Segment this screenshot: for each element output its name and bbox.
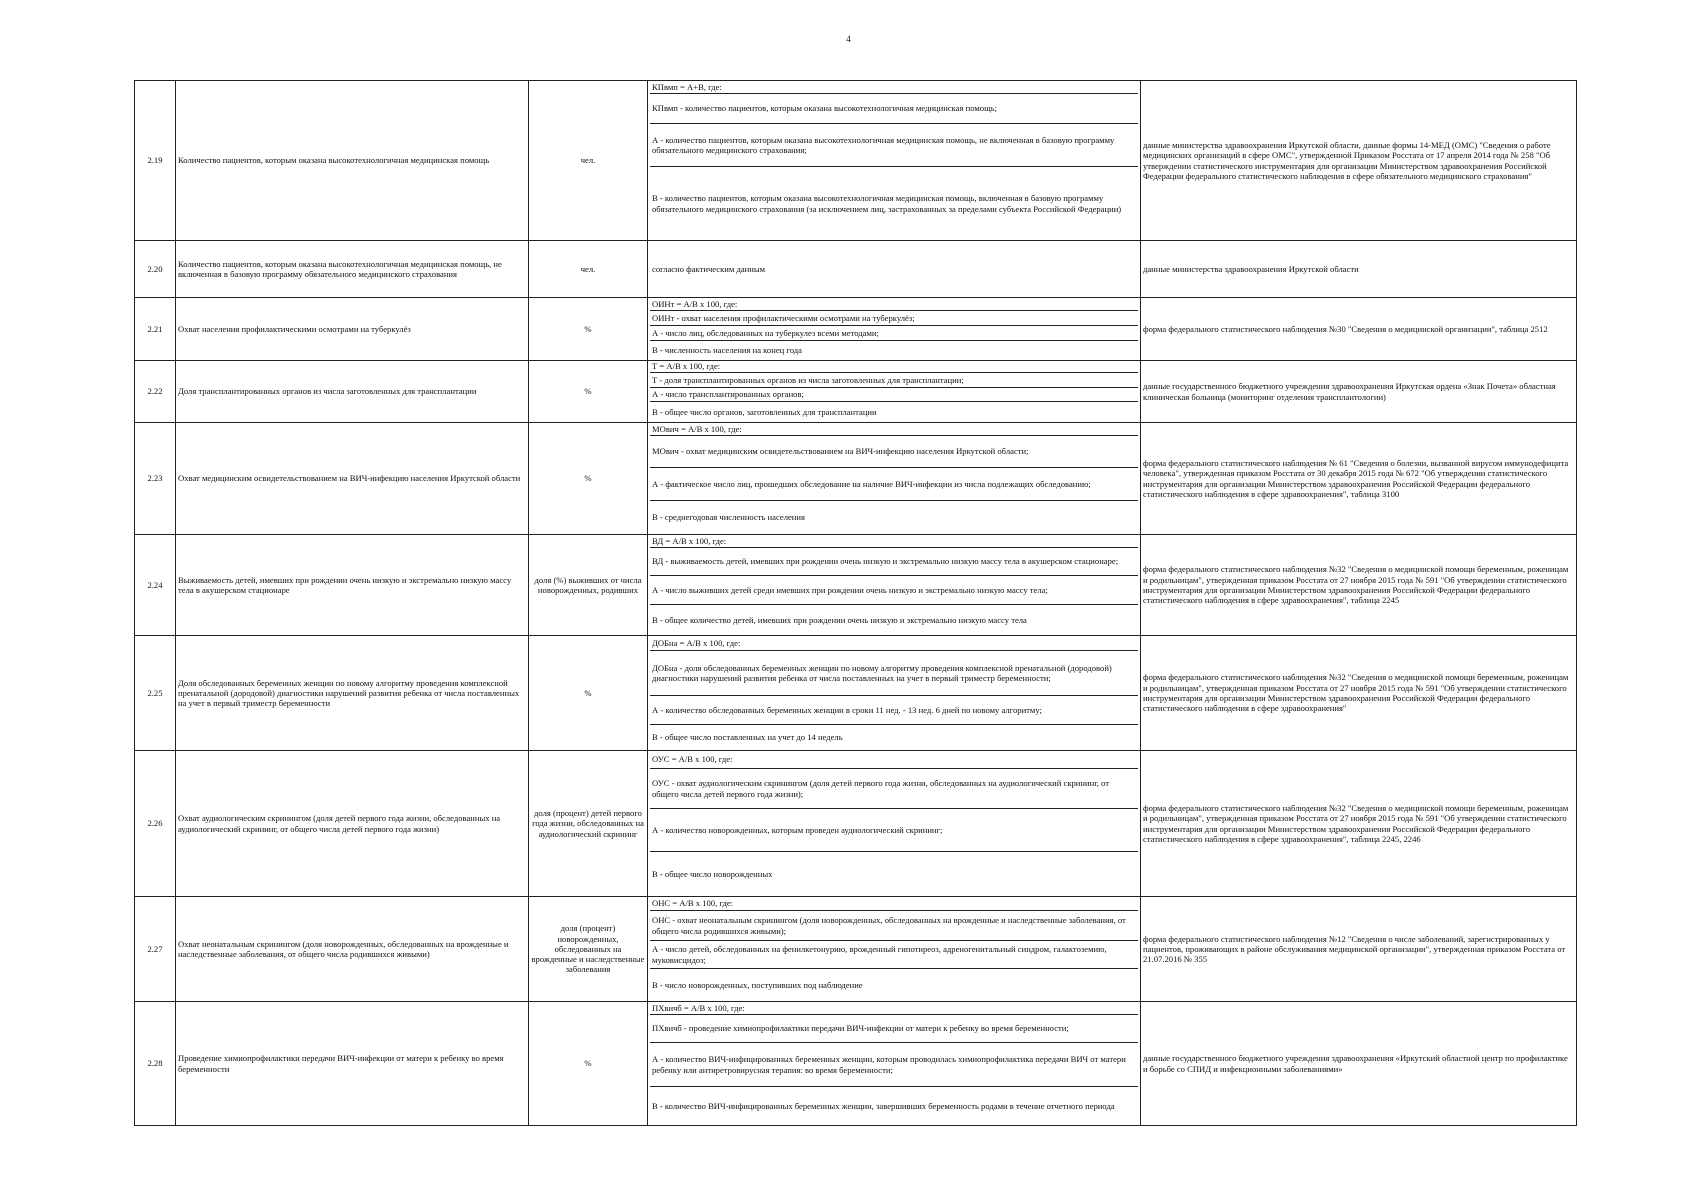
indicator-name: Охват медицинским освидетельствованием на ВИЧ-инфекцию населения Иркутской области [176,423,529,535]
calculation-line: ОУС - охват аудиологическим скринингом (доля детей первого года жизни, обследованных на аудиологический скрининг, от общего числа детей первого года жизни); [650,769,1138,809]
table-row [135,298,1577,361]
calculation-line: ОНС - охват неонатальным скринингом (доля новорожденных, обследованных на врожденные и наследственные заболевания, от общего числа родившихся живыми); [650,911,1138,941]
indicator-name: Количество пациентов, которым оказана высокотехнологичная медицинская помощь, не включенная в базовую программу обязательного медицинского страхования [176,241,529,298]
indicators-table [134,80,1577,1126]
unit-of-measure: чел. [529,241,648,298]
row-number: 2.28 [135,1002,176,1126]
data-source: форма федерального статистического наблюдения №32 "Сведения о медицинской помощи беременным, роженицам и родильницам", утвержденная приказом Росстата от 27 ноября 2015 года № 591 "Об утверждении статистического инструментария для организации Министерством здравоохранения Российской Федерации федерального статистического наблюдения в сфере здравоохранения", таблица 2245 [1141,535,1577,636]
calculation-line: ВД = А/В х 100, где: [650,535,1138,548]
row-number: 2.27 [135,897,176,1002]
indicator-name: Охват неонатальным скринингом (доля новорожденных, обследованных на врожденные и наследственные заболевания, от общего числа родившихся живыми) [176,897,529,1002]
unit-of-measure: чел. [529,81,648,241]
calculation-line: А - количество пациентов, которым оказана высокотехнологичная медицинская помощь, не включенная в базовую программу обязательного медицинского страхования; [650,124,1138,167]
calculation-line: В - численность населения на конец года [652,345,802,356]
row-number: 2.25 [135,636,176,751]
row-number: 2.21 [135,298,176,361]
calculation-line: Т - доля трансплантированных органов из числа заготовленных для трансплантации; [650,373,1138,388]
calculation-line: ОИНт - охват населения профилактическими осмотрами на туберкулёз; [650,311,1138,326]
indicator-name: Охват аудиологическим скринингом (доля детей первого года жизни, обследованных на аудиологический скрининг, от общего числа детей первого года жизни) [176,751,529,897]
calculation-line: ОНС = А/В х 100, где: [650,897,1138,911]
unit-of-measure: % [529,298,648,361]
unit-of-measure: доля (процент) новорожденных, обследованных на врожденные и наследственные заболевания [529,897,648,1002]
calculation-line: В - среднегодовая численность населения [652,512,805,523]
unit-of-measure: % [529,423,648,535]
calculation-line: МОвич - охват медицинским освидетельствованием на ВИЧ-инфекцию населения Иркутской области; [650,436,1138,468]
unit-of-measure: % [529,361,648,423]
data-source: форма федерального статистического наблюдения №30 "Сведения о медицинской организации", таблица 2512 [1141,298,1577,361]
table-row [135,1002,1577,1126]
data-source: данные государственного бюджетного учреждения здравоохранения Иркутская ордена «Знак Почета» областная клиническая больница (мониторинг отделения трансплантологии) [1141,361,1577,423]
calculation-line: А - число выживших детей среди имевших при рождении очень низкую и экстремально низкую массу тела; [650,576,1138,605]
indicator-name: Доля трансплантированных органов из числа заготовленных для трансплантации [176,361,529,423]
calculation-line: В - количество пациентов, которым оказана высокотехнологичная медицинская помощь, включенная в базовую программу обязательного медицинского страхования (за исключением лиц, застрахованных за пределами субъекта Российской Федерации) [652,193,1122,214]
calculation-method [648,298,1141,361]
indicator-name: Охват населения профилактическими осмотрами на туберкулёз [176,298,529,361]
indicator-name: Выживаемость детей, имевших при рождении очень низкую и экстремально низкую массу тела в акушерском стационаре [176,535,529,636]
data-source: форма федерального статистического наблюдения №32 "Сведения о медицинской помощи беременным, роженицам и родильницам", утвержденная приказом Росстата от 27 ноября 2015 года № 591 "Об утверждении статистического инструментария для организации Министерством здравоохранения Российской Федерации федерального статистического наблюдения в сфере здравоохранения" [1141,636,1577,751]
calculation-method [648,1002,1141,1126]
calculation-line: В - количество ВИЧ-инфицированных беременных женщин, завершивших беременность родами в течение отчетного периода [652,1100,1115,1111]
data-source: данные министерства здравоохранения Иркутской области [1141,241,1577,298]
calculation-method [648,241,1141,298]
calculation-method [648,81,1141,241]
calculation-line: А - количество ВИЧ-инфицированных беременных женщин, которым проводилась химиопрофилактика передачи ВИЧ от матери ребенку или антиретровирусная терапия: во время беременности; [650,1043,1138,1087]
table-row [135,423,1577,535]
row-number: 2.20 [135,241,176,298]
calculation-line: В - число новорожденных, поступивших под наблюдение [652,979,863,990]
calculation-line: ОУС = А/В х 100, где: [650,751,1138,769]
table-row [135,361,1577,423]
calculation-method [648,636,1141,751]
table-row [135,636,1577,751]
page-number: 4 [846,34,851,44]
unit-of-measure: доля (%) выживших от числа новорожденных, родивших [529,535,648,636]
calculation-method [648,423,1141,535]
data-source: данные министерства здравоохранения Иркутской области, данные формы 14-МЕД (ОМС) "Сведения о работе медицинских организаций в сфере ОМС", утвержденной Приказом Росстата от 17 апреля 2014 года № 258 "Об утверждении статистического инструментария для организации Министерством здравоохранения Российской Федерации федерального статистического наблюдения в сфере обязательного медицинского страхования" [1141,81,1577,241]
table-row [135,535,1577,636]
calculation-line: согласно фактическим данным [652,263,766,274]
row-number: 2.26 [135,751,176,897]
data-source: форма федерального статистического наблюдения № 61 "Сведения о болезни, вызванной вирусом иммунодефицита человека", утвержденная приказом Росстата от 30 декабря 2015 года № 672 "Об утверждении статистического инструментария для организации Министерством здравоохранения Российской Федерации федерального статистического наблюдения в сфере здравоохранения", таблица 3100 [1141,423,1577,535]
calculation-line: ОИНт = А/В х 100, где: [650,298,1138,311]
calculation-line: А - число трансплантированных органов; [650,388,1138,402]
table-row [135,751,1577,897]
row-number: 2.22 [135,361,176,423]
indicator-name: Доля обследованных беременных женщин по новому алгоритму проведения комплексной пренатальной (дородовой) диагностики нарушений развития ребенка от числа поставленных на учет в первый триместр беременности [176,636,529,751]
calculation-line: А - число детей, обследованных на фенилкетонурию, врожденный гипотиреоз, адреногенитальный синдром, галактоземию, муковисцидоз; [650,941,1138,969]
calculation-line: МОвич = А/В х 100, где: [650,423,1138,436]
calculation-line: В - общее количество детей, имевших при рождении очень низкую и экстремально низкую массу тела [652,614,1027,625]
calculation-method [648,897,1141,1002]
calculation-line: ПХвичб = А/В х 100, где: [650,1002,1138,1015]
calculation-line: В - общее число новорожденных [652,868,773,879]
calculation-method [648,751,1141,897]
row-number: 2.23 [135,423,176,535]
unit-of-measure: доля (процент) детей первого года жизни, обследованных на аудиологический скрининг [529,751,648,897]
calculation-method [648,535,1141,636]
row-number: 2.24 [135,535,176,636]
data-source: форма федерального статистического наблюдения №12 "Сведения о числе заболеваний, зарегистрированных у пациентов, проживающих в районе обслуживания медицинской организации", утвержденная приказом Росстата от 21.07.2016 № 355 [1141,897,1577,1002]
calculation-line: ДОБна - доля обследованных беременных женщин по новому алгоритму проведения комплексной пренатальной (дородовой) диагностики нарушений развития ребенка от числа поставленных на учет в первый триместр беременности; [650,651,1138,696]
data-source: данные государственного бюджетного учреждения здравоохранения «Иркутский областной центр по профилактике и борьбе со СПИД и инфекционными заболеваниями» [1141,1002,1577,1126]
indicator-name: Количество пациентов, которым оказана высокотехнологичная медицинская помощь [176,81,529,241]
calculation-method [648,361,1141,423]
calculation-line: КПвмп = А+В, где: [650,81,1138,94]
row-number: 2.19 [135,81,176,241]
table-row [135,81,1577,241]
calculation-line: В - общее число поставленных на учет до 14 недель [652,732,843,743]
table-row [135,897,1577,1002]
calculation-line: КПвмп - количество пациентов, которым оказана высокотехнологичная медицинская помощь; [650,94,1138,124]
calculation-line: А - число лиц, обследованных на туберкулез всеми методами; [650,326,1138,341]
indicator-name: Проведение химиопрофилактики передачи ВИЧ-инфекции от матери к ребенку во время беременности [176,1002,529,1126]
data-source: форма федерального статистического наблюдения №32 "Сведения о медицинской помощи беременным, роженицам и родильницам", утвержденная приказом Росстата от 27 ноября 2015 года № 591 "Об утверждении статистического инструментария для организации Министерством здравоохранения Российской Федерации федерального статистического наблюдения в сфере здравоохранения", таблица 2245, 2246 [1141,751,1577,897]
calculation-line: А - фактическое число лиц, прошедших обследование на наличие ВИЧ-инфекции из числа подлежащих обследованию; [650,468,1138,501]
unit-of-measure: % [529,1002,648,1126]
table-row [135,241,1577,298]
calculation-line: В - общее число органов, заготовленных для трансплантации [652,406,877,417]
unit-of-measure: % [529,636,648,751]
calculation-line: ПХвичб - проведение химиопрофилактики передачи ВИЧ-инфекции от матери к ребенку во время беременности; [650,1015,1138,1043]
calculation-line: А - количество новорожденных, которым проведен аудиологический скрининг; [650,809,1138,852]
calculation-line: А - количество обследованных беременных женщин в сроки 11 нед. - 13 нед. 6 дней по новому алгоритму; [650,696,1138,725]
calculation-line: ДОБна = А/В х 100, где: [650,636,1138,651]
calculation-line: ВД - выживаемость детей, имевших при рождении очень низкую и экстремально низкую массу тела в акушерском стационаре; [650,548,1138,576]
calculation-line: Т = А/В х 100, где: [650,361,1138,373]
